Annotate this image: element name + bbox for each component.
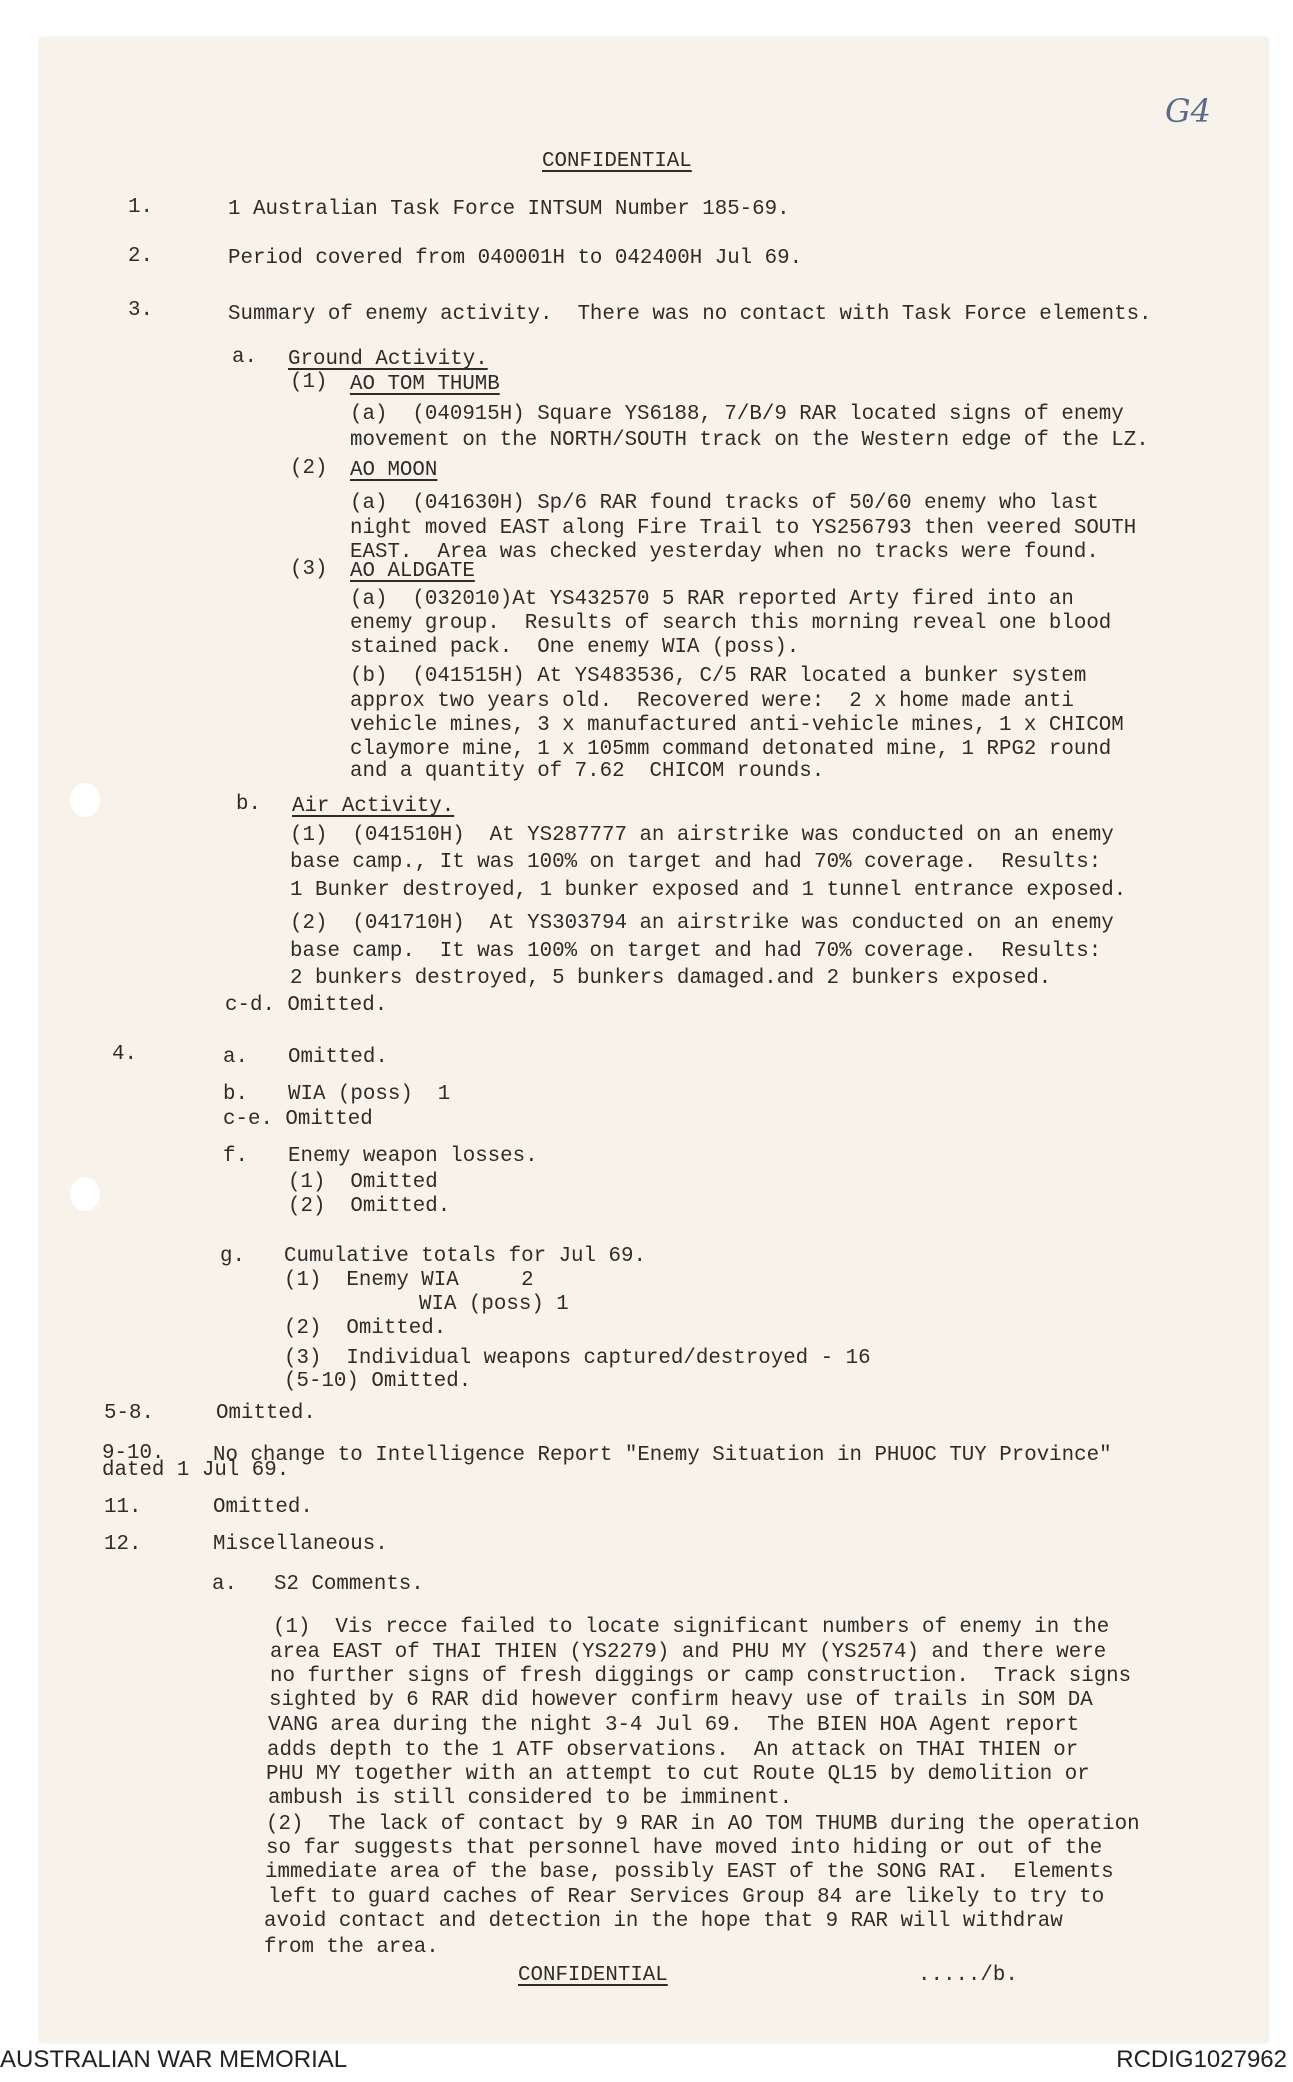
text-line: (1) (041510H) At YS287777 an airstrike was conducted on an enemy xyxy=(290,824,1114,847)
text-line: (1) Vis recce failed to locate significant numbers of enemy in the xyxy=(273,1616,1110,1639)
para-number: 11. xyxy=(104,1496,142,1519)
area-heading: AO ALDGATE xyxy=(350,560,475,583)
text-line: (3) Individual weapons captured/destroyed - 16 xyxy=(284,1347,871,1370)
area-heading: AO TOM THUMB xyxy=(350,373,500,396)
text-line: and a quantity of 7.62 CHICOM rounds. xyxy=(350,760,825,783)
text-line: Omitted. xyxy=(288,1046,388,1069)
para-text: 1 Australian Task Force INTSUM Number 185-69. xyxy=(228,198,790,221)
text-line: no further signs of fresh diggings or camp construction. Track signs xyxy=(270,1665,1132,1688)
text-line: base camp., It was 100% on target and had 70% coverage. Results: xyxy=(290,851,1102,874)
item-number: (2) xyxy=(290,457,328,480)
text-line: from the area. xyxy=(264,1936,439,1959)
text-line: PHU MY together with an attempt to cut Route QL15 by demolition or xyxy=(266,1763,1090,1786)
text-line: (a) (040915H) Square YS6188, 7/B/9 RAR located signs of enemy xyxy=(350,403,1124,426)
text-line: (1) Omitted xyxy=(288,1171,438,1194)
text-line: (a) (041630H) Sp/6 RAR found tracks of 50/60 enemy who last xyxy=(350,492,1099,515)
text-line: vehicle mines, 3 x manufactured anti-vehicle mines, 1 x CHICOM xyxy=(350,714,1124,737)
punch-hole xyxy=(70,783,100,817)
text-line: 2 bunkers destroyed, 5 bunkers damaged.and 2 bunkers exposed. xyxy=(290,967,1052,990)
archive-reference: RCDIG1027962 xyxy=(1116,2046,1287,2073)
text-line: (1) Enemy WIA 2 xyxy=(284,1269,534,1292)
text-line: ambush is still considered to be imminent. xyxy=(268,1787,793,1810)
text-line: avoid contact and detection in the hope that 9 RAR will withdraw xyxy=(264,1910,1063,1933)
text-line: WIA (poss) 1 xyxy=(419,1293,569,1316)
section-heading: Ground Activity. xyxy=(288,348,488,371)
para-number: 1. xyxy=(128,196,153,219)
text-line: area EAST of THAI THIEN (YS2279) and PHU MY (YS2574) and there were xyxy=(270,1641,1107,1664)
para-text: Miscellaneous. xyxy=(213,1533,388,1556)
sub-label: a. xyxy=(232,346,257,369)
text-line: (2) Omitted. xyxy=(284,1317,447,1340)
text-line: adds depth to the 1 ATF observations. An attack on THAI THIEN or xyxy=(267,1739,1079,1762)
text-line: Enemy weapon losses. xyxy=(288,1145,538,1168)
sub-label: a. xyxy=(223,1046,248,1069)
para-text: dated 1 Jul 69. xyxy=(102,1459,290,1482)
text-line: (2) (041710H) At YS303794 an airstrike was conducted on an enemy xyxy=(290,912,1114,935)
sub-label: b. xyxy=(223,1083,248,1106)
text-line: left to guard caches of Rear Services Group 84 are likely to try to xyxy=(268,1886,1105,1909)
text-line: (2) The lack of contact by 9 RAR in AO TOM THUMB during the operation xyxy=(266,1813,1140,1836)
para-number: 4. xyxy=(112,1043,137,1066)
para-number: 2. xyxy=(128,245,153,268)
continuation-marker: ...../b. xyxy=(918,1964,1018,1987)
text-line: night moved EAST along Fire Trail to YS256793 then veered SOUTH xyxy=(350,517,1137,540)
classification-header: CONFIDENTIAL xyxy=(542,150,692,173)
item-number: (1) xyxy=(290,371,328,394)
text-line: enemy group. Results of search this morning reveal one blood xyxy=(350,612,1112,635)
text-line: EAST. Area was checked yesterday when no tracks were found. xyxy=(350,541,1099,564)
text-line: c-e. Omitted xyxy=(223,1108,373,1131)
handwritten-page-mark: G4 xyxy=(1165,92,1211,130)
text-line: VANG area during the night 3-4 Jul 69. The BIEN HOA Agent report xyxy=(268,1714,1080,1737)
text-line: stained pack. One enemy WIA (poss). xyxy=(350,636,800,659)
sub-label: a. xyxy=(212,1573,237,1596)
text-line: WIA (poss) 1 xyxy=(288,1083,451,1106)
sub-label: b. xyxy=(236,793,261,816)
para-text: Omitted. xyxy=(216,1402,316,1425)
para-text: Period covered from 040001H to 042400H Jul 69. xyxy=(228,247,803,270)
text-line: (2) Omitted. xyxy=(288,1195,451,1218)
para-number: 9-10. xyxy=(102,1442,165,1465)
para-text: No change to Intelligence Report "Enemy Situation in PHUOC TUY Province" xyxy=(213,1444,1112,1467)
text-line: sighted by 6 RAR did however confirm heavy use of trails in SOM DA xyxy=(269,1689,1093,1712)
section-heading: Air Activity. xyxy=(292,795,455,818)
sub-label: g. xyxy=(220,1245,245,1268)
text-line: (a) (032010)At YS432570 5 RAR reported Arty fired into an xyxy=(350,588,1074,611)
para-number: 12. xyxy=(104,1533,142,1556)
area-heading: AO MOON xyxy=(350,459,438,482)
para-text: Summary of enemy activity. There was no contact with Task Force elements. xyxy=(228,303,1152,326)
text-line: claymore mine, 1 x 105mm command detonated mine, 1 RPG2 round xyxy=(350,738,1112,761)
para-text: Omitted. xyxy=(213,1496,313,1519)
text-line: 1 Bunker destroyed, 1 bunker exposed and 1 tunnel entrance exposed. xyxy=(290,879,1127,902)
text-line: Cumulative totals for Jul 69. xyxy=(284,1245,646,1268)
text-line: movement on the NORTH/SOUTH track on the Western edge of the LZ. xyxy=(350,429,1149,452)
item-number: (3) xyxy=(290,558,328,581)
para-number: 5-8. xyxy=(104,1402,154,1425)
text-line: so far suggests that personnel have moved into hiding or out of the xyxy=(266,1837,1103,1860)
text-line: base camp. It was 100% on target and had 70% coverage. Results: xyxy=(290,940,1102,963)
text-line: (5-10) Omitted. xyxy=(284,1370,472,1393)
text-line: immediate area of the base, possibly EAST of the SONG RAI. Elements xyxy=(265,1861,1114,1884)
classification-footer: CONFIDENTIAL xyxy=(518,1964,668,1987)
text-line: (b) (041515H) At YS483536, C/5 RAR located a bunker system xyxy=(350,665,1087,688)
archive-credit: AUSTRALIAN WAR MEMORIAL xyxy=(0,2046,348,2073)
punch-hole xyxy=(70,1177,100,1211)
para-number: 3. xyxy=(128,299,153,322)
section-heading: S2 Comments. xyxy=(274,1573,424,1596)
text-line: approx two years old. Recovered were: 2 x home made anti xyxy=(350,690,1074,713)
text-line: c-d. Omitted. xyxy=(225,994,388,1017)
sub-label: f. xyxy=(223,1145,248,1168)
